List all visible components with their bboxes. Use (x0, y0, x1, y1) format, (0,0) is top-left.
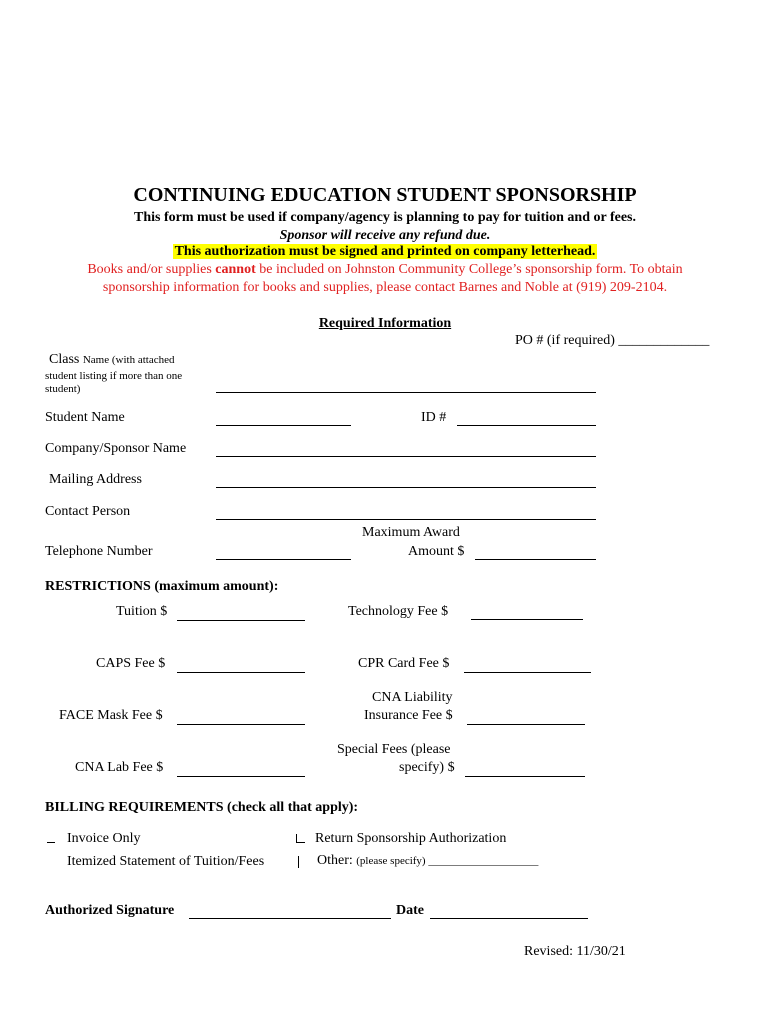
class-label-text: Class (49, 352, 80, 367)
class-name-line[interactable] (216, 392, 596, 393)
class-note: Name (with attached (82, 354, 175, 366)
telephone-line[interactable] (216, 559, 351, 560)
cna-liability-label-1: CNA Liability (372, 690, 453, 705)
tuition-label: Tuition $ (116, 604, 168, 619)
face-mask-fee-label: FACE Mask Fee $ (59, 708, 163, 723)
subtitle-usage: This form must be used if company/agency is planning to pay for tuition and or fees. (134, 210, 636, 225)
cpr-card-fee-line[interactable] (464, 672, 591, 673)
return-auth-label: Return Sponsorship Authorization (315, 831, 507, 846)
itemized-label: Itemized Statement of Tuition/Fees (67, 854, 265, 869)
company-label: Company/Sponsor Name (45, 441, 187, 456)
other-label-text: Other: (317, 853, 353, 868)
notice-line-1 (0, 262, 770, 278)
invoice-checkbox[interactable] (47, 834, 55, 843)
student-name-label: Student Name (45, 410, 125, 425)
other-specify-field[interactable]: (please specify) ____________________ (356, 855, 539, 867)
subtitle-letterhead (0, 244, 770, 260)
special-fees-label-2: specify) $ (399, 760, 455, 775)
form-title: CONTINUING EDUCATION STUDENT SPONSORSHIP (133, 184, 637, 206)
max-award-line[interactable] (475, 559, 596, 560)
cpr-card-fee-label: CPR Card Fee $ (358, 656, 450, 671)
required-heading: Required Information (318, 316, 452, 331)
tuition-line[interactable] (177, 620, 305, 621)
id-label: ID # (421, 410, 447, 425)
company-line[interactable] (216, 456, 596, 457)
special-fees-line[interactable] (465, 776, 585, 777)
cna-lab-fee-line[interactable] (177, 776, 305, 777)
cna-liability-line[interactable] (467, 724, 585, 725)
mailing-line[interactable] (216, 487, 596, 488)
signature-line[interactable] (189, 918, 391, 919)
revised-date: Revised: 11/30/21 (524, 944, 626, 959)
face-mask-fee-line[interactable] (177, 724, 305, 725)
letterhead-highlight: This authorization must be signed and printed on company letterhead. (174, 244, 596, 259)
mailing-label: Mailing Address (49, 472, 142, 487)
caps-fee-line[interactable] (177, 672, 305, 673)
special-fees-label-1: Special Fees (please (337, 742, 451, 757)
technology-fee-label: Technology Fee $ (348, 604, 449, 619)
contact-line[interactable] (216, 519, 596, 520)
max-award-label-2: Amount $ (408, 544, 465, 559)
cna-lab-fee-label: CNA Lab Fee $ (75, 760, 164, 775)
telephone-label: Telephone Number (45, 544, 153, 559)
other-checkbox[interactable] (298, 856, 299, 868)
other-label (317, 853, 538, 869)
restrictions-heading: RESTRICTIONS (maximum amount): (45, 579, 279, 594)
id-line[interactable] (457, 425, 596, 426)
class-note-3: student) (45, 383, 81, 395)
contact-label: Contact Person (45, 504, 131, 519)
technology-fee-line[interactable] (471, 619, 583, 620)
notice-emphasis: cannot (215, 262, 256, 277)
notice-text: Books and/or supplies (87, 262, 216, 277)
class-note-2: student listing if more than one (45, 370, 183, 382)
date-line[interactable] (430, 918, 588, 919)
billing-heading: BILLING REQUIREMENTS (check all that apply): (45, 800, 359, 815)
cna-liability-label-2: Insurance Fee $ (364, 708, 453, 723)
max-award-label-1: Maximum Award (362, 525, 460, 540)
return-auth-checkbox[interactable] (296, 834, 305, 843)
subtitle-refund: Sponsor will receive any refund due. (279, 228, 491, 243)
signature-label: Authorized Signature (45, 903, 175, 918)
date-label: Date (396, 903, 424, 918)
notice-line-2: sponsorship information for books and supplies, please contact Barnes and Noble at (919) 209-2104. (102, 280, 668, 295)
caps-fee-label: CAPS Fee $ (96, 656, 166, 671)
invoice-label: Invoice Only (67, 831, 141, 846)
class-label (49, 352, 174, 368)
student-name-line[interactable] (216, 425, 351, 426)
notice-text: be included on Johnston Community College’s sponsorship form. To obtain (255, 262, 683, 277)
po-number-field[interactable]: PO # (if required) _____________ (515, 333, 710, 348)
